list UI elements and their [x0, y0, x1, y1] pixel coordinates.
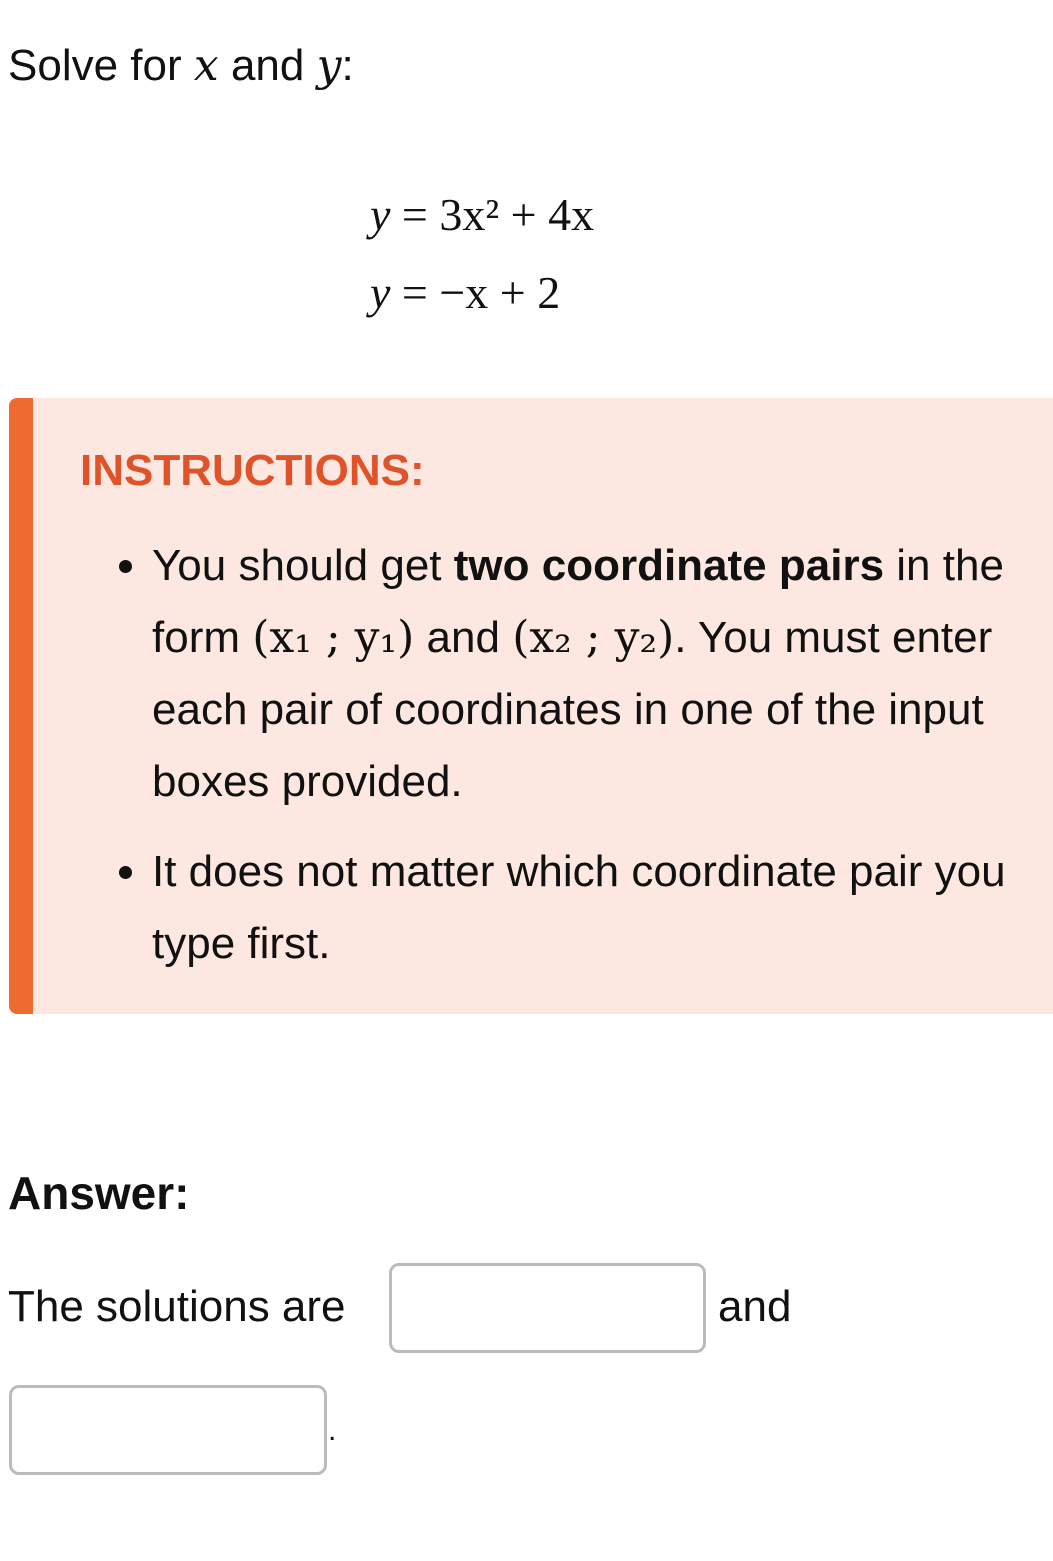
- equation-2: y = −x + 2: [370, 267, 561, 318]
- instruction-item: • You should get two coordinate pairs in the form (x₁ ; y₁) and (x₂ ; y₂). You must enter each pair of coordinates in one of the input boxes provided.: [152, 530, 1012, 818]
- period: .: [328, 1414, 337, 1447]
- equation-1: y = 3x² + 4x: [370, 189, 595, 240]
- instructions-list: [100, 530, 1012, 998]
- solution-input-2[interactable]: [9, 1385, 327, 1475]
- instruction-item: • It does not matter which coordinate pair you type first.: [152, 836, 1012, 980]
- instructions-heading: INSTRUCTIONS:: [80, 446, 425, 495]
- question-prompt: Solve for x and y:: [8, 40, 354, 91]
- answer-sentence: The solutions are: [8, 1282, 346, 1331]
- and-text: and: [718, 1282, 792, 1331]
- solution-input-1[interactable]: [389, 1263, 706, 1353]
- answer-label: Answer:: [8, 1167, 190, 1219]
